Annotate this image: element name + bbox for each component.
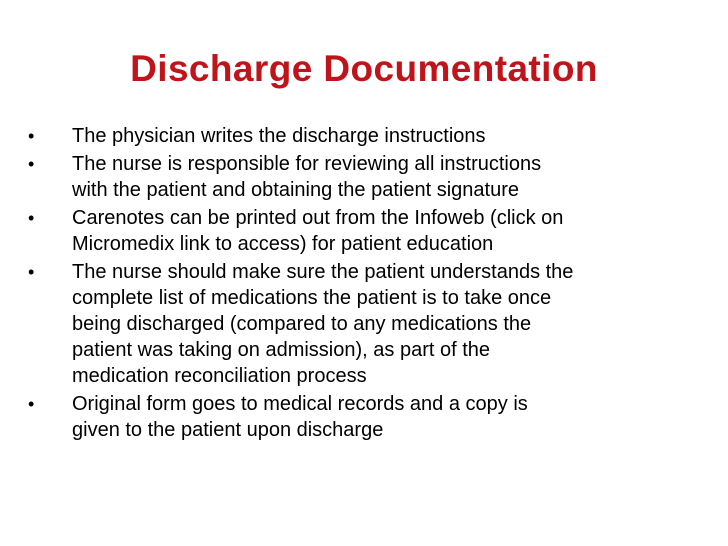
bullet-item — [28, 259, 708, 389]
bullet-list — [28, 123, 708, 445]
bullet-text-line: given to the patient upon discharge — [72, 419, 384, 441]
slide-title: Discharge Documentation — [130, 48, 598, 89]
bullet-text-line: The nurse is responsible for reviewing all instructions — [72, 153, 542, 175]
bullet-text-line: Original form goes to medical records and a copy is — [72, 393, 528, 415]
bullet-text-line: Micromedix link to access) for patient education — [72, 233, 494, 255]
bullet-item — [28, 123, 708, 149]
bullet-text-line: patient was taking on admission), as part of the — [72, 339, 491, 361]
bullet-item — [28, 391, 708, 443]
bullet-item — [28, 205, 708, 257]
bullet-text-line: medication reconciliation process — [72, 365, 367, 387]
bullet-text-line: The nurse should make sure the patient understands the — [72, 261, 574, 283]
bullet-dot-icon: • — [28, 394, 35, 414]
bullet-item — [28, 151, 708, 203]
bullet-dot-icon: • — [28, 154, 35, 174]
bullet-dot-icon: • — [28, 126, 35, 146]
bullet-text-line: Carenotes can be printed out from the Infoweb (click on — [72, 207, 564, 229]
bullet-text-line: complete list of medications the patient is to take once — [72, 287, 552, 309]
bullet-text-line: with the patient and obtaining the patient signature — [72, 179, 519, 201]
bullet-text-line: The physician writes the discharge instructions — [72, 125, 486, 147]
bullet-dot-icon: • — [28, 208, 35, 228]
bullet-text-line: being discharged (compared to any medications the — [72, 313, 532, 335]
bullet-dot-icon: • — [28, 262, 35, 282]
